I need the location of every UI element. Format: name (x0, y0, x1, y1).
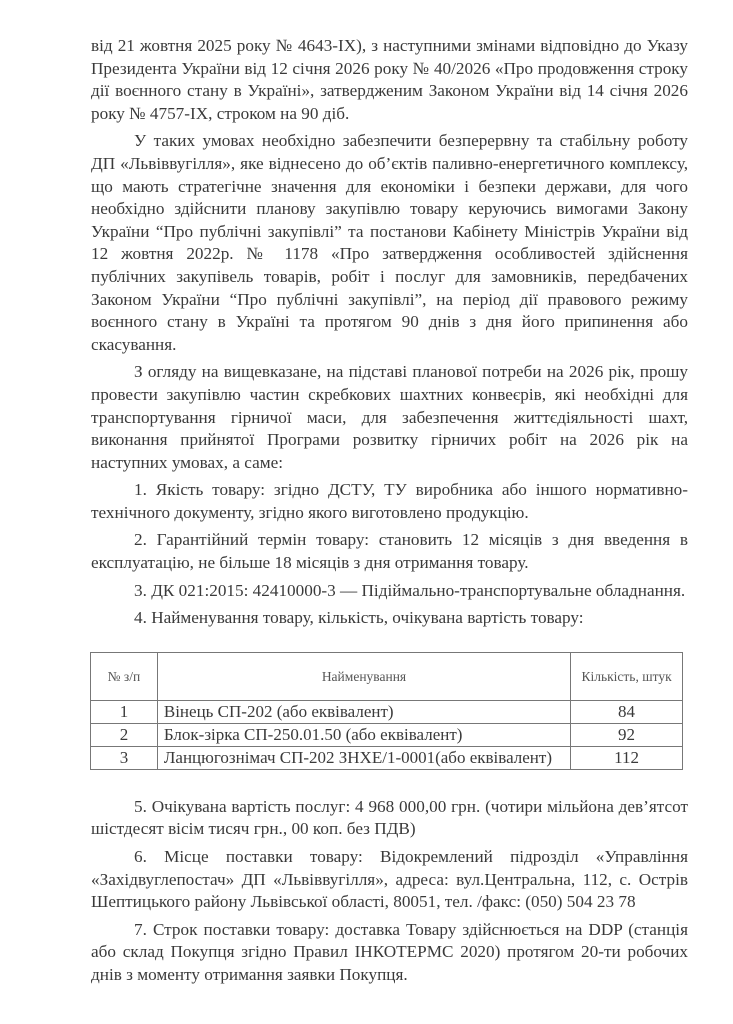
goods-table (90, 652, 683, 770)
header-quantity: Кількість, штук (571, 652, 683, 700)
document-page (91, 35, 688, 992)
row-number: 2 (91, 723, 158, 746)
item-delivery-place: 6. Місце поставки товару: Відокремлений підрозділ «Управління «Західвуглепостач» ДП «Львіввугілля», адреса: вул.Центральна, 112, с. Острів Шептицького району Львівської області, 80051, тел. /факс: (050) 504 23 78 (91, 847, 688, 912)
header-number: № з/п (91, 652, 158, 700)
item-quality: 1. Якість товару: згідно ДСТУ, ТУ виробника або іншого нормативно-технічного документу, згідно якого виготовлено продукцію. (91, 480, 688, 522)
item-goods-heading: 4. Найменування товару, кількість, очікувана вартість товару: (134, 608, 584, 628)
row-name: Вінець СП-202 (або еквівалент) (157, 700, 570, 723)
table-row (91, 700, 683, 723)
item-dk-code: 3. ДК 021:2015: 42410000-3 — Підіймально-транспортувальне обладнання. (134, 580, 686, 600)
row-quantity: 112 (571, 746, 683, 769)
row-quantity: 92 (571, 723, 683, 746)
paragraph-martial-law: від 21 жовтня 2025 року № 4643-IX), з наступними змінами відповідно до Указу Президента України від 12 січня 2026 року № 40/2026 «Про продовження строку дії воєнного стану в Україні», затвердженим Законом України від 14 січня 2026 року № 4757-IX, строком на 90 діб. (91, 36, 688, 123)
row-number: 1 (91, 700, 158, 723)
row-name: Ланцюгознімач СП-202 ЗНХЕ/1-0001(або еквівалент) (157, 746, 570, 769)
row-number: 3 (91, 746, 158, 769)
row-quantity: 84 (571, 700, 683, 723)
header-name: Найменування (157, 652, 570, 700)
paragraph-conditions: У таких умовах необхідно забезпечити безперервну та стабільну роботу ДП «Львіввугілля», яке віднесено до об’єктів паливно-енергетичного комплексу, що мають стратегічне значення для економіки і безпеки держави, для чого необхідно здійснити планову закупівлю товару керуючись вимогами Закону України “Про публічні закупівлі” та постанови Кабінету Міністрів України від 12 жовтня 2022р. № 1178 «Про затвердження особливостей здійснення публічних закупівель товарів, робіт і послуг для замовників, передбачених Законом України “Про публічні закупівлі”, на період дії правового режиму воєнного стану в Україні та протягом 90 днів з дня його припинення або скасування. (91, 131, 688, 354)
item-expected-cost: 5. Очікувана вартість послуг: 4 968 000,00 грн. (чотири мільйона дев’ятсот шістдесят вісім тисяч грн., 00 коп. без ПДВ) (91, 796, 688, 839)
item-warranty: 2. Гарантійний термін товару: становить 12 місяців з дня введення в експлуатацію, не більше 18 місяців з дня отримання товару. (91, 530, 688, 573)
table-row (91, 723, 683, 746)
item-delivery-term: 7. Строк поставки товару: доставка Товару здійснюється на DDP (станція або склад Покупця згідно Правил ІНКОТЕРМС 2020) протягом 20-ти робочих днів з моменту отримання заявки Покупця. (91, 919, 688, 984)
row-name: Блок-зірка СП-250.01.50 (або еквівалент) (157, 723, 570, 746)
paragraph-request: З огляду на вищевказане, на підставі планової потреби на 2026 рік, прошу провести закупівлю частин скребкових шахтних конвеєрів, які необхідні для транспортування гірничої маси, для забезпечення життєдіяльності шахт, виконання прийнятої Програми розвитку гірничих робіт на 2026 рік на наступних умовах, а саме: (91, 362, 688, 472)
table-header-row (91, 652, 683, 700)
table-row (91, 746, 683, 769)
